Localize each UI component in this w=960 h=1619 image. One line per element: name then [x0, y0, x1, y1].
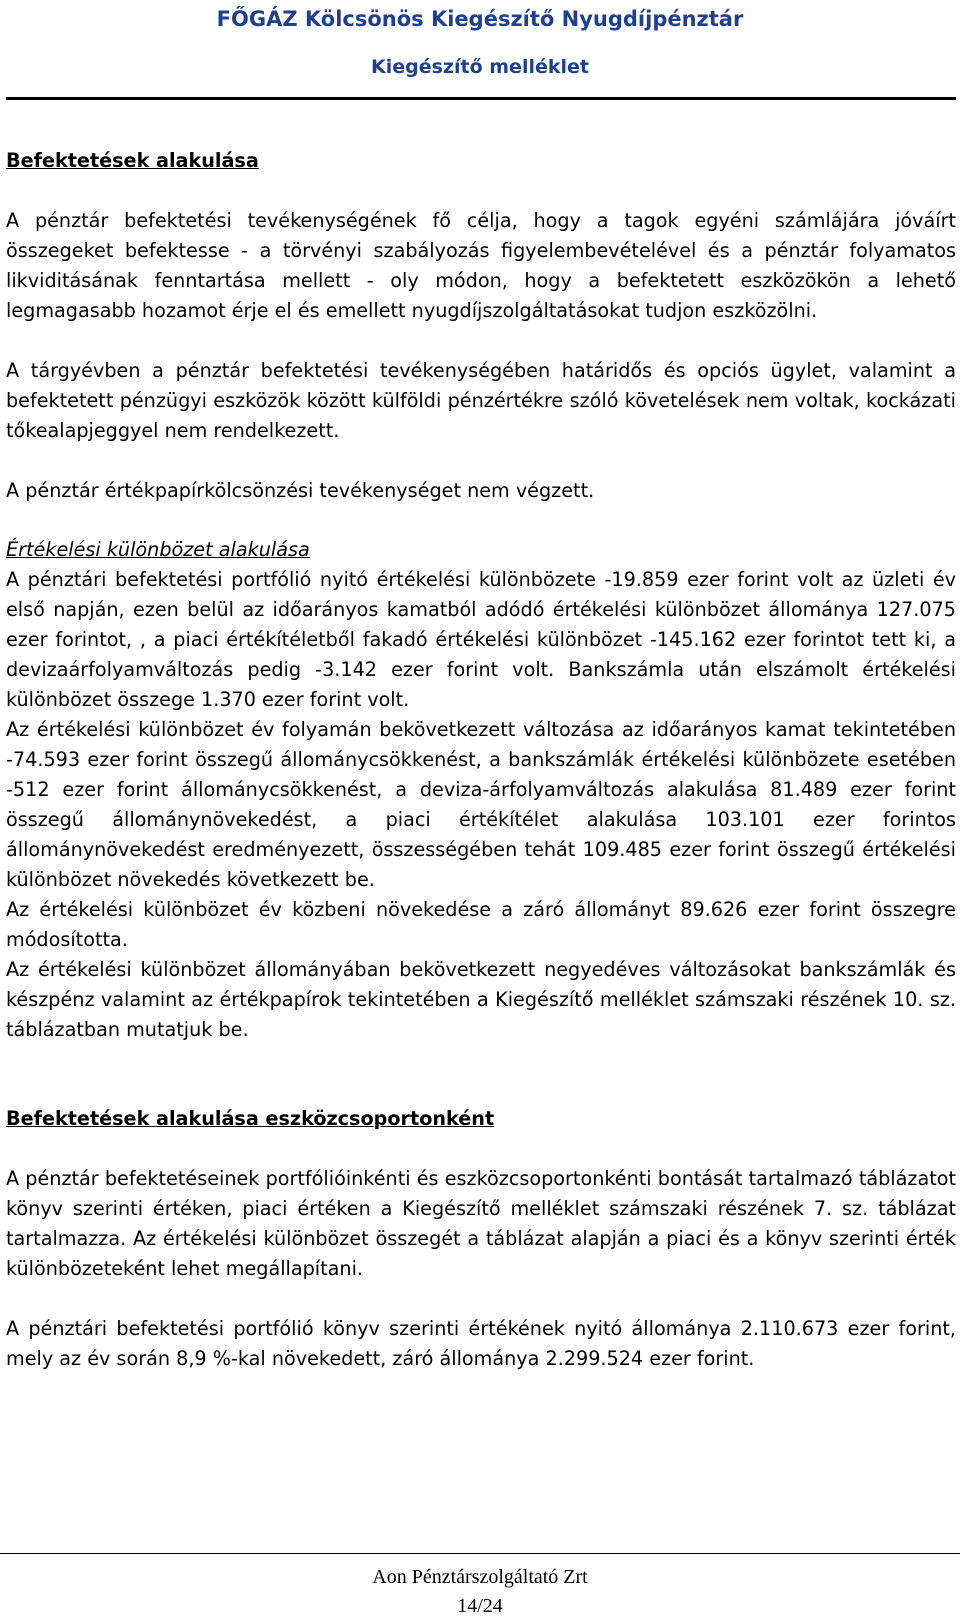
page-footer: [0, 1553, 960, 1619]
header-divider: [6, 97, 956, 100]
paragraph-portfolio-breakdown: A pénztár befektetéseinek portfólióinkénti és eszközcsoportonkénti bontását tartalmazó táblázatot könyv szerinti értéken, piaci értéken a Kiegészítő melléklet számszaki részének 7. sz. táblázat tartalmazza. Az értékelési különbözet összegét a táblázat alapján a piaci és a könyv szerinti érték különbözeteként lehet megállapítani.: [6, 1167, 956, 1280]
page-header: [0, 0, 960, 79]
paragraph-closing-valuation: Az értékelési különbözet év közbeni növekedése a záró állományt 89.626 ezer forint összegre módosította.: [6, 898, 956, 951]
paragraph-quarterly-changes: Az értékelési különbözet állományában bekövetkezett negyedéves változásokat bankszámlák és készpénz valamint az értékpapírok tekintetében a Kiegészítő melléklet számszaki részének 10. sz. táblázatban mutatjuk be.: [6, 958, 956, 1041]
section-heading-investments: Befektetések alakulása: [6, 149, 259, 172]
document-body: [6, 146, 956, 1374]
paragraph-derivatives: A tárgyévben a pénztár befektetési tevékenységében határidős és opciós ügylet, valamint a befektetett pénzügyi eszközök között külföldi pénzértékre szóló követelések nem voltak, kockázati tőkealapjeggyel nem rendelkezett.: [6, 359, 956, 442]
paragraph-investment-goal: A pénztár befektetési tevékenységének fő célja, hogy a tagok egyéni számlájára jóváírt összegeket befektesse - a törvényi szabályozás figyelembevételével és a pénztár folyamatos likviditásának fenntartása mellett - oly módon, hogy a befektetett eszközökön a lehető legmagasabb hozamot érje el és emellett nyugdíjszolgáltatásokat tudjon eszközölni.: [6, 209, 956, 322]
document-subtitle: Kiegészítő melléklet: [371, 56, 589, 78]
section-heading-asset-groups: Befektetések alakulása eszközcsoportonként: [6, 1107, 495, 1130]
footer-company: Aon Pénztárszolgáltató Zrt: [372, 1566, 588, 1588]
paragraph-book-value: A pénztári befektetési portfólió könyv szerinti értékének nyitó állománya 2.110.673 ezer forint, mely az év során 8,9 %-kal növekedett, záró állománya 2.299.524 ezer forint.: [6, 1317, 956, 1370]
section-heading-valuation-difference: Értékelési különbözet alakulása: [6, 538, 310, 561]
paragraph-securities-lending: A pénztár értékpapírkölcsönzési tevékenységet nem végzett.: [6, 479, 595, 502]
document-title: FŐGÁZ Kölcsönös Kiegészítő Nyugdíjpénztár: [216, 7, 744, 31]
paragraph-valuation-change: Az értékelési különbözet év folyamán bekövetkezett változása az időarányos kamat tekintetében -74.593 ezer forint összegű állománycsökkenést, a bankszámlák értékelési különbözete esetében -512 ezer forint állománycsökkenést, a deviza-árfolyamváltozás alakulása 81.489 ezer forint összegű állománynövekedést, a piaci értékítélet alakulása 103.101 ezer forintos állománynövekedést eredményezett, összességében tehát 109.485 ezer forint összegű értékelési különbözet növekedés következett be.: [6, 718, 956, 891]
paragraph-opening-valuation: A pénztári befektetési portfólió nyitó értékelési különbözete -19.859 ezer forint volt az üzleti év első napján, ezen belül az időarányos kamatból adódó értékelési különbözet állománya 127.075 ezer forintot, , a piaci értékítéletből fakadó értékelési különbözet -145.162 ezer forintot tett ki, a devizaárfolyamváltozás pedig -3.142 ezer forint volt. Bankszámla után elszámolt értékelési különbözet összege 1.370 ezer forint volt.: [6, 568, 956, 711]
page-number: 14/24: [457, 1595, 503, 1617]
